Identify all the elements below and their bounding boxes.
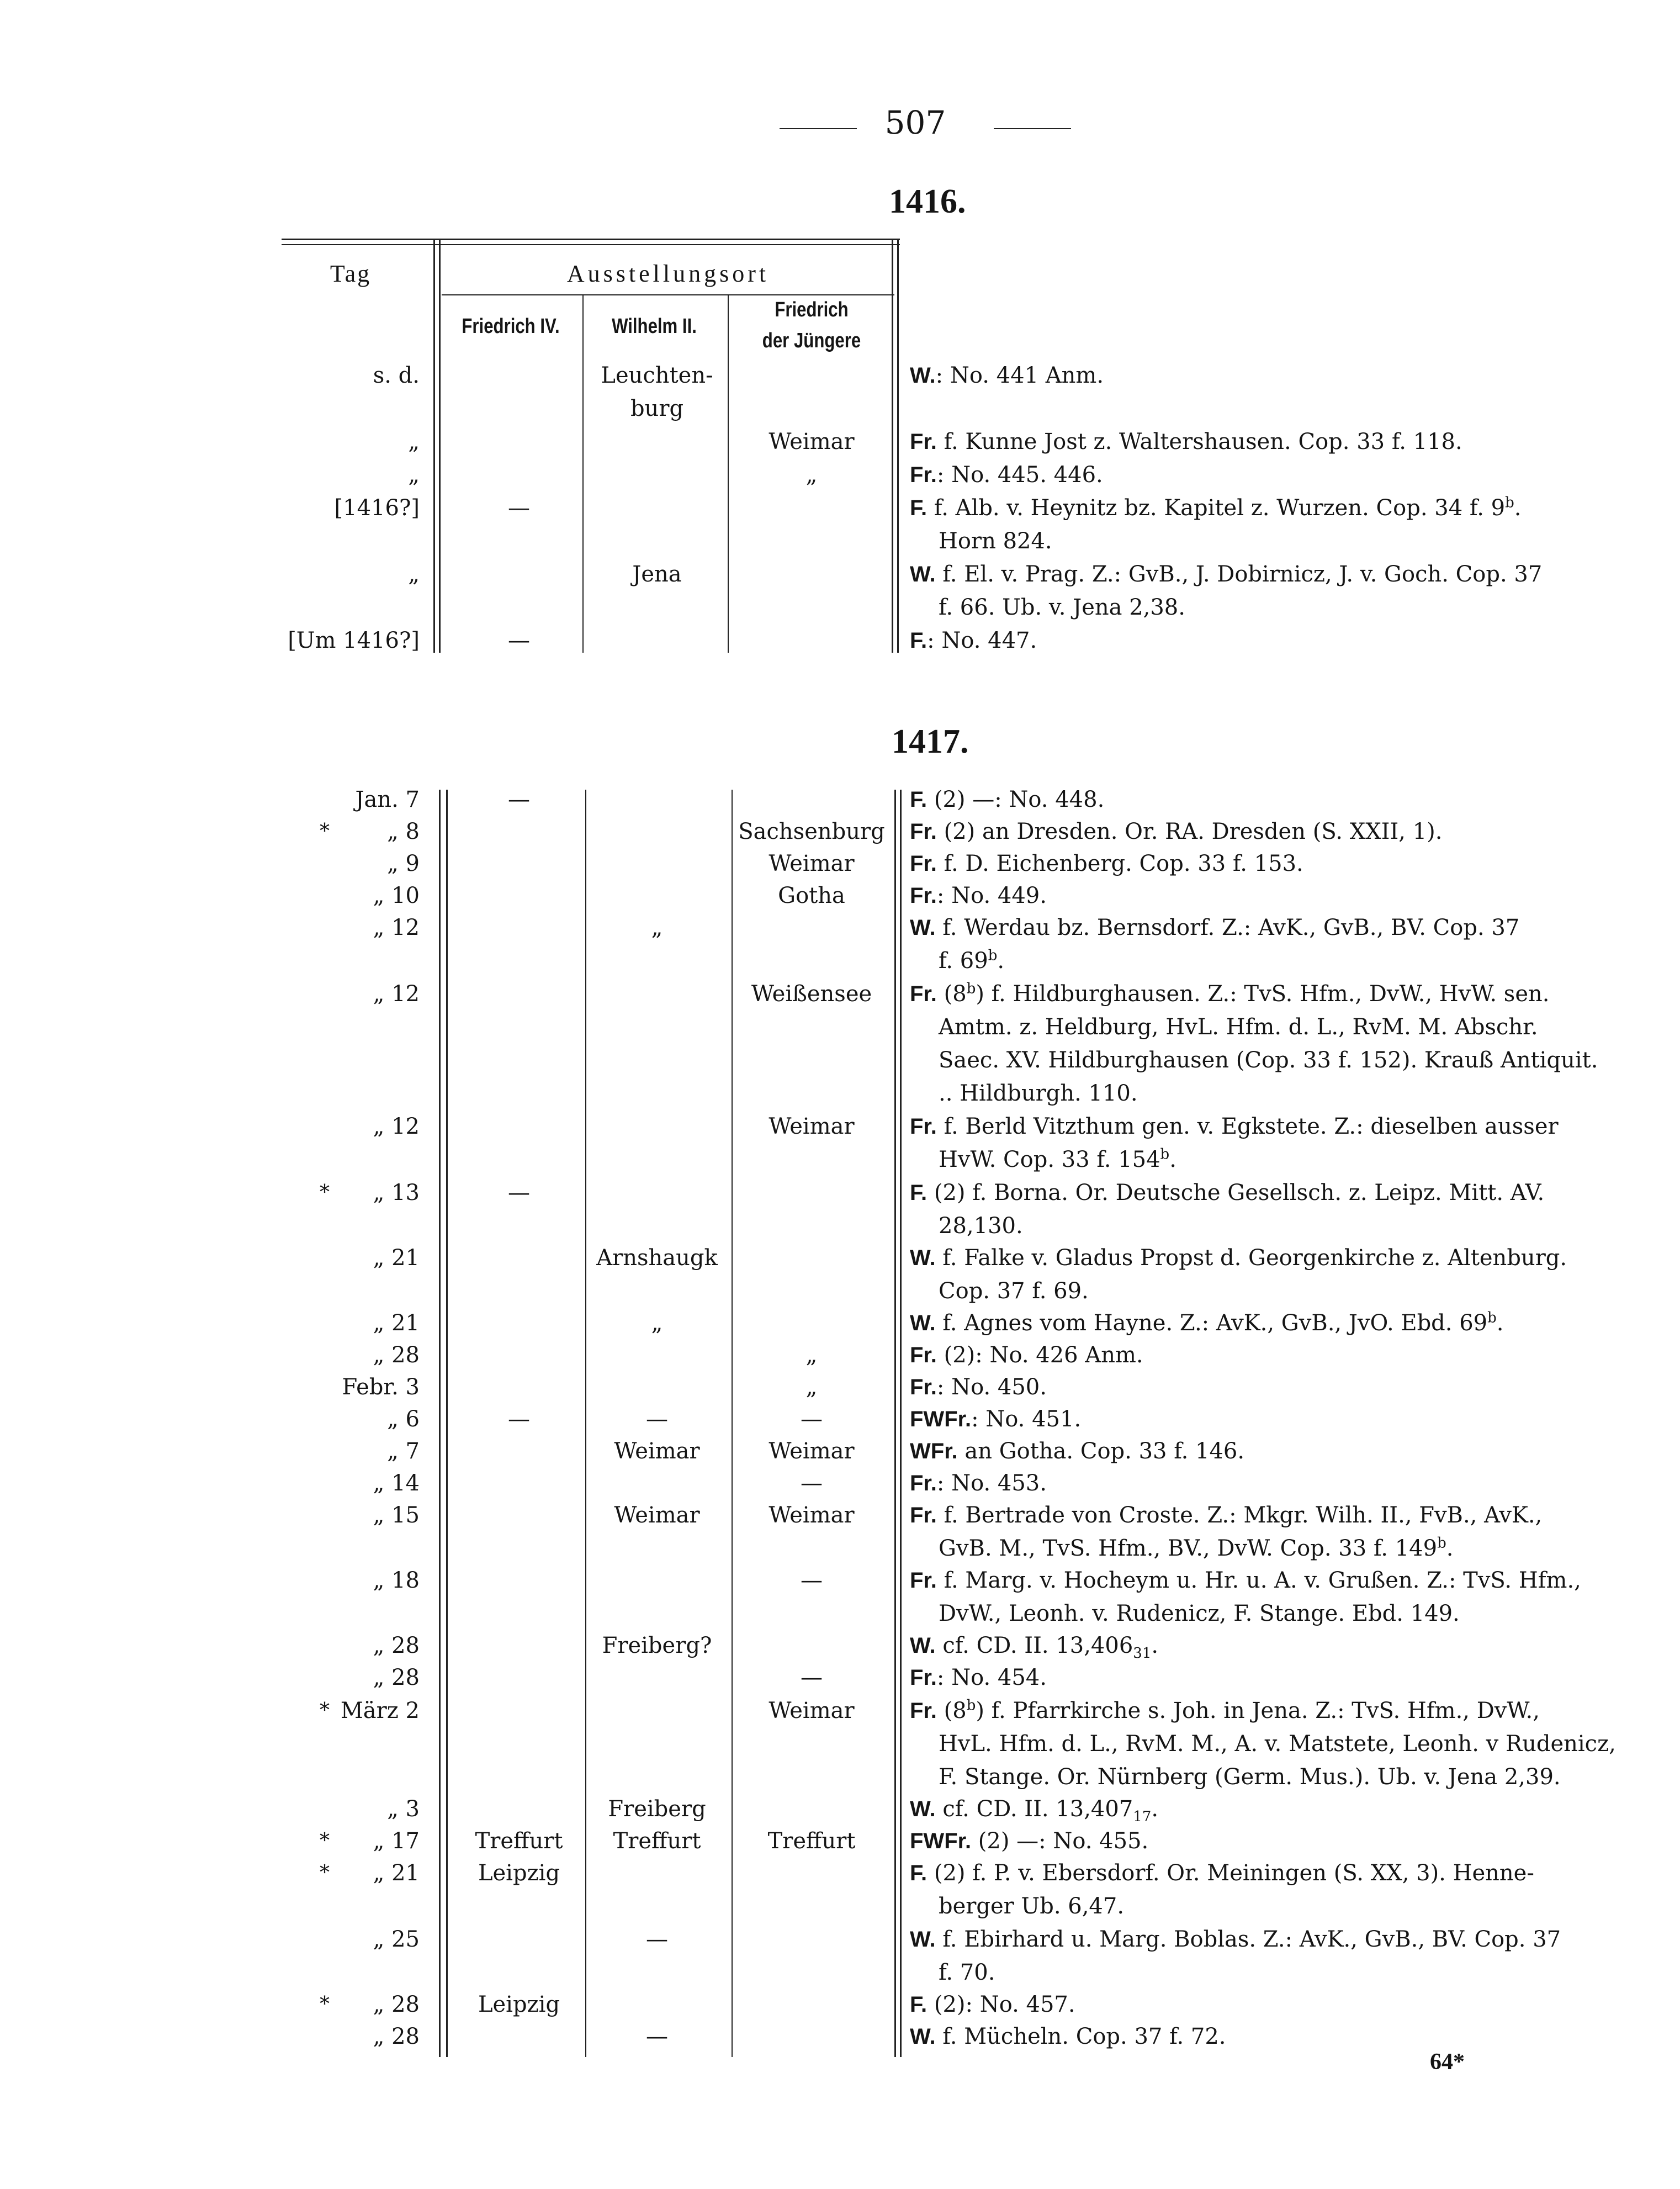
table-row — [0, 1923, 1680, 1956]
table-row — [0, 1307, 1680, 1340]
row-place-friedrich-juengere: Treffurt — [767, 1828, 856, 1854]
row-note — [939, 1077, 1680, 1110]
row-note — [910, 879, 1655, 912]
row-place-wilhelm-ii: Weimar — [614, 1439, 700, 1464]
table-row — [0, 1499, 1680, 1532]
row-note-text: f. Werdau bz. Bernsdorf. Z.: AvK., GvB., BV. Cop. 37 — [935, 915, 1520, 940]
row-tag-date: „ 10 — [373, 883, 420, 908]
row-note-text: : No. 447. — [927, 628, 1037, 653]
row-note — [939, 1275, 1680, 1308]
row-note-text: Saec. XV. Hildburghausen (Cop. 33 f. 152). Krauß Antiquit. — [939, 1048, 1598, 1073]
row-note-issuer: F. — [910, 628, 928, 653]
row-note — [910, 1241, 1655, 1275]
row-note-issuer: Fr. — [910, 884, 937, 908]
table-row — [0, 525, 1680, 558]
row-note-text: F. Stange. Or. Nürnberg (Germ. Mus.). Ub. v. Jena 2,39. — [939, 1764, 1561, 1790]
row-note-issuer: W. — [910, 2024, 936, 2049]
row-place-wilhelm-ii: burg — [630, 396, 684, 421]
row-note — [910, 1661, 1655, 1694]
row-place-friedrich-juengere: „ — [805, 1342, 818, 1368]
row-star-mark: * — [320, 1993, 330, 2016]
row-tag-date: „ 12 — [373, 1114, 420, 1139]
row-note — [910, 624, 1655, 657]
table-top-rule-thin — [282, 244, 900, 245]
row-note-issuer: F. — [910, 1861, 928, 1885]
row-note — [910, 1923, 1655, 1956]
row-tag-date: „ 12 — [373, 915, 420, 940]
row-place-wilhelm-ii: Freiberg — [608, 1796, 706, 1822]
row-note-text: f. Agnes vom Hayne. Z.: AvK., GvB., JvO. Ebd. 69 — [935, 1310, 1488, 1336]
row-note-text: HvL. Hfm. d. L., RvM. M., A. v. Matstete, Leonh. v Rudenicz, — [939, 1731, 1616, 1757]
row-note-issuer: Fr. — [910, 1114, 937, 1139]
row-note-issuer: WFr. — [910, 1439, 958, 1463]
row-note-text-tail: . — [1151, 1796, 1159, 1822]
row-place-friedrich-juengere: — — [801, 1568, 823, 1593]
row-note — [910, 359, 1655, 392]
row-place-friedrich-iv: — — [508, 495, 530, 521]
row-note-text-tail: . — [1151, 1633, 1159, 1658]
row-place-wilhelm-ii: — — [646, 1407, 668, 1432]
row-note-text: .. Hildburgh. 110. — [939, 1081, 1138, 1106]
row-note-issuer: W. — [910, 363, 936, 388]
table-row — [0, 879, 1680, 912]
table-row — [0, 1661, 1680, 1694]
table-row — [0, 1241, 1680, 1275]
table-row — [0, 1371, 1680, 1404]
row-note — [910, 783, 1655, 816]
row-note — [910, 847, 1655, 880]
row-note-subscript: 17 — [1133, 1809, 1152, 1825]
row-place-friedrich-juengere: Weißensee — [751, 981, 872, 1007]
row-note-issuer: Fr. — [910, 1471, 937, 1495]
row-note-text: (2) —: No. 448. — [927, 787, 1105, 812]
table-row — [0, 591, 1680, 624]
row-note-subscript: 31 — [1133, 1645, 1152, 1662]
row-note-text: : No. 441 Anm. — [935, 363, 1104, 388]
row-place-friedrich-iv: — — [508, 787, 530, 812]
row-note — [910, 425, 1655, 458]
row-note-superscript: b — [988, 947, 998, 964]
page-number: 507 — [884, 104, 946, 141]
header-rule-ausstellungsort — [442, 294, 894, 295]
table-row — [0, 425, 1680, 458]
row-place-wilhelm-ii: „ — [651, 915, 663, 940]
row-note-issuer: W. — [910, 1246, 936, 1270]
row-note-text: (2) an Dresden. Or. RA. Dresden (S. XXII, 1). — [936, 819, 1443, 844]
header-wilhelm-ii: Wilhelm II. — [612, 315, 697, 338]
row-note — [910, 1467, 1655, 1500]
table-row — [0, 1339, 1680, 1372]
row-note-text-tail: . — [1446, 1536, 1454, 1561]
row-tag-date: „ 15 — [373, 1503, 420, 1528]
row-note — [910, 1435, 1655, 1468]
table-row — [0, 491, 1680, 525]
table-row — [0, 1532, 1680, 1565]
row-note-text: : No. 445. 446. — [936, 462, 1103, 488]
row-note-text: f. Berld Vitzthum gen. v. Egkstete. Z.: dieselben ausser — [936, 1114, 1559, 1139]
row-note — [939, 1727, 1680, 1760]
row-note-text: Horn 824. — [939, 528, 1052, 554]
row-note-text: (2) f. P. v. Ebersdorf. Or. Meiningen (S. XX, 3). Henne- — [927, 1860, 1534, 1886]
table-top-rule — [282, 239, 900, 240]
row-note-text-tail: . — [1169, 1147, 1176, 1172]
row-note — [910, 1694, 1655, 1727]
row-note — [910, 977, 1655, 1011]
table-row — [0, 783, 1680, 816]
row-note-text: f. 69 — [939, 948, 988, 974]
table-row — [0, 1209, 1680, 1242]
row-place-friedrich-juengere: Gotha — [778, 883, 845, 908]
row-tag-date: „ — [408, 462, 420, 488]
row-note — [910, 1825, 1655, 1858]
row-note — [939, 1044, 1680, 1077]
row-star-mark: * — [320, 820, 330, 843]
row-note — [939, 1890, 1680, 1923]
table-row — [0, 359, 1680, 392]
table-row — [0, 1629, 1680, 1662]
row-note — [910, 458, 1655, 491]
row-note — [939, 944, 1680, 977]
row-tag-date: „ 6 — [387, 1407, 420, 1432]
row-note-text: : No. 449. — [936, 883, 1047, 908]
row-tag-date: „ 14 — [373, 1471, 420, 1496]
row-note — [910, 911, 1655, 944]
row-star-mark: * — [320, 1699, 330, 1722]
row-note — [910, 1793, 1655, 1826]
row-note-issuer: Fr. — [910, 1375, 937, 1399]
row-note-text-tail: . — [1514, 495, 1522, 521]
row-place-wilhelm-ii: Freiberg? — [602, 1633, 712, 1658]
table-row — [0, 1110, 1680, 1143]
row-tag-date: „ 18 — [373, 1568, 420, 1593]
table-row — [0, 1988, 1680, 2021]
row-tag-date: „ 21 — [373, 1860, 420, 1886]
row-tag-date: „ 25 — [373, 1927, 420, 1952]
row-tag-date: „ 28 — [373, 1665, 420, 1690]
table-row — [0, 1564, 1680, 1597]
row-note — [910, 1307, 1655, 1340]
row-note-text: DvW., Leonh. v. Rudenicz, F. Stange. Ebd. 149. — [939, 1601, 1460, 1626]
row-note-superscript: b — [1437, 1535, 1446, 1552]
row-tag-date: „ 28 — [373, 2024, 420, 2049]
row-note-superscript: b — [966, 980, 976, 997]
table-row — [0, 1011, 1680, 1044]
row-note — [910, 1403, 1655, 1436]
row-tag-date: „ 21 — [373, 1310, 420, 1336]
table-row — [0, 1727, 1680, 1760]
row-note-text: GvB. M., TvS. Hfm., BV., DvW. Cop. 33 f. 149 — [939, 1536, 1438, 1561]
row-note-issuer: Fr. — [910, 430, 937, 454]
row-note — [910, 815, 1655, 848]
row-note-text: f. 66. Ub. v. Jena 2,38. — [939, 595, 1185, 620]
row-note-text: f. Mücheln. Cop. 37 f. 72. — [935, 2024, 1226, 2049]
table-row — [0, 1403, 1680, 1436]
row-tag-date: „ 8 — [387, 819, 420, 844]
row-place-friedrich-juengere: Weimar — [769, 1698, 855, 1723]
row-note — [910, 558, 1655, 591]
row-note-text-tail: . — [997, 948, 1005, 974]
row-place-wilhelm-ii: „ — [651, 1310, 663, 1336]
table-row — [0, 1467, 1680, 1500]
row-tag-date: Jan. 7 — [355, 787, 420, 812]
row-note-issuer: Fr. — [910, 1503, 937, 1527]
table-row — [0, 1956, 1680, 1989]
row-note-text: (2): No. 457. — [927, 1992, 1075, 2017]
row-place-friedrich-iv: Leipzig — [478, 1992, 560, 2017]
table-row — [0, 815, 1680, 848]
row-place-friedrich-juengere: Weimar — [769, 1439, 855, 1464]
row-note-text: f. Kunne Jost z. Waltershausen. Cop. 33 f. 118. — [936, 429, 1462, 454]
row-place-wilhelm-ii: Jena — [632, 562, 682, 587]
row-note-text: Cop. 37 f. 69. — [939, 1278, 1089, 1304]
row-note-text: : No. 451. — [971, 1407, 1082, 1432]
header-tag: Tag — [330, 260, 372, 287]
row-note-text: cf. CD. II. 13,407 — [935, 1796, 1133, 1822]
row-note — [910, 1499, 1655, 1532]
header-friedrich-iv: Friedrich IV. — [462, 315, 560, 338]
row-note — [939, 1760, 1680, 1794]
row-note — [939, 1532, 1680, 1565]
table-row — [0, 944, 1680, 977]
row-note — [939, 1597, 1680, 1630]
header-friedrich-juengere-1: Friedrich — [775, 298, 849, 321]
row-place-friedrich-juengere: Weimar — [769, 1114, 855, 1139]
row-tag-date: „ 9 — [387, 851, 420, 876]
row-place-friedrich-iv: — — [508, 1180, 530, 1205]
row-place-wilhelm-ii: Treffurt — [613, 1828, 701, 1854]
row-note-issuer: F. — [910, 1181, 928, 1205]
row-place-friedrich-juengere: — — [801, 1471, 823, 1496]
row-note-superscript: b — [1505, 494, 1514, 511]
row-tag-date: „ 21 — [373, 1245, 420, 1271]
signature-mark: 64* — [1430, 2049, 1465, 2075]
row-note — [910, 1339, 1655, 1372]
row-note-text: f. 70. — [939, 1960, 995, 1985]
table-row — [0, 392, 1680, 425]
row-place-friedrich-juengere: Weimar — [769, 851, 855, 876]
row-note-text: cf. CD. II. 13,406 — [935, 1633, 1133, 1658]
row-place-friedrich-juengere: Weimar — [769, 429, 855, 454]
row-place-friedrich-juengere: „ — [805, 462, 818, 488]
row-note — [939, 591, 1680, 624]
row-note-issuer: F. — [910, 496, 928, 520]
row-note-text: (2) f. Borna. Or. Deutsche Gesellsch. z. Leipz. Mitt. AV. — [927, 1180, 1545, 1205]
row-note-text: f. Bertrade von Croste. Z.: Mkgr. Wilh. II., FvB., AvK., — [936, 1503, 1543, 1528]
row-note — [910, 1110, 1655, 1143]
row-note-issuer: Fr. — [910, 463, 937, 487]
row-note — [910, 491, 1655, 525]
row-tag-date: „ — [408, 562, 420, 587]
row-tag-date: „ 28 — [373, 1633, 420, 1658]
row-tag-date: [1416?] — [334, 495, 420, 521]
row-note-text: f. D. Eichenberg. Cop. 33 f. 153. — [936, 851, 1303, 876]
row-note — [910, 392, 1655, 425]
row-note-text-tail: ) f. Pfarrkirche s. Joh. in Jena. Z.: TvS. Hfm., DvW., — [976, 1698, 1540, 1723]
row-note — [939, 1011, 1680, 1044]
row-note-issuer: W. — [910, 1311, 936, 1335]
row-note — [910, 1176, 1655, 1209]
table-row — [0, 1793, 1680, 1826]
row-note-issuer: W. — [910, 1797, 936, 1821]
row-note-text: : No. 454. — [936, 1665, 1047, 1690]
table-row — [0, 1176, 1680, 1209]
header-friedrich-juengere-2: der Jüngere — [762, 329, 861, 352]
row-tag-date: „ 7 — [387, 1439, 420, 1464]
table-row — [0, 911, 1680, 944]
table-row — [0, 1143, 1680, 1176]
row-place-wilhelm-ii: Weimar — [614, 1503, 700, 1528]
row-place-friedrich-iv: — — [508, 1407, 530, 1432]
row-place-friedrich-iv: Leipzig — [478, 1860, 560, 1886]
row-place-wilhelm-ii: Arnshaugk — [596, 1245, 718, 1271]
row-tag-date: „ 13 — [373, 1180, 420, 1205]
row-note-issuer: F. — [910, 1992, 928, 2017]
row-note-text: (2): No. 426 Anm. — [936, 1342, 1143, 1368]
row-place-friedrich-juengere: Sachsenburg — [738, 819, 885, 844]
table-row — [0, 624, 1680, 657]
row-note-text-tail: ) f. Hildburghausen. Z.: TvS. Hfm., DvW., HvW. sen. — [976, 981, 1550, 1007]
row-tag-date: März 2 — [340, 1698, 420, 1723]
table-row — [0, 977, 1680, 1011]
table-row — [0, 1044, 1680, 1077]
page-number-rule-right — [994, 128, 1071, 129]
row-note-text: 28,130. — [939, 1213, 1023, 1239]
row-note-issuer: Fr. — [910, 1665, 937, 1690]
row-note-text: berger Ub. 6,47. — [939, 1894, 1125, 1919]
row-tag-date: „ 17 — [373, 1828, 420, 1854]
row-note-text-tail: . — [1496, 1310, 1504, 1336]
row-place-friedrich-juengere: — — [801, 1407, 823, 1432]
row-tag-date: s. d. — [373, 363, 420, 388]
row-note-issuer: FWFr. — [910, 1407, 972, 1431]
table-row — [0, 1077, 1680, 1110]
row-note — [939, 1143, 1680, 1176]
row-note-text: f. Falke v. Gladus Propst d. Georgenkirche z. Altenburg. — [935, 1245, 1567, 1271]
row-place-friedrich-juengere: Weimar — [769, 1503, 855, 1528]
row-note-text: (8 — [936, 1698, 967, 1723]
table-row — [0, 1760, 1680, 1794]
row-note-text: HvW. Cop. 33 f. 154 — [939, 1147, 1160, 1172]
row-star-mark: * — [320, 1181, 330, 1204]
row-note-text: an Gotha. Cop. 33 f. 146. — [957, 1439, 1245, 1464]
table-row — [0, 1890, 1680, 1923]
row-note — [910, 1371, 1655, 1404]
row-note-text: f. Ebirhard u. Marg. Boblas. Z.: AvK., GvB., BV. Cop. 37 — [935, 1927, 1561, 1952]
table-row — [0, 1694, 1680, 1727]
row-note-issuer: Fr. — [910, 1699, 937, 1723]
row-tag-date: Febr. 3 — [342, 1374, 420, 1400]
table-row — [0, 458, 1680, 491]
row-note-issuer: W. — [910, 1633, 936, 1658]
row-note-issuer: W. — [910, 1927, 936, 1952]
row-note-superscript: b — [966, 1697, 976, 1714]
row-note-issuer: W. — [910, 562, 936, 586]
table-row — [0, 1275, 1680, 1308]
row-note-issuer: FWFr. — [910, 1829, 972, 1853]
row-place-friedrich-iv: — — [508, 628, 530, 653]
row-place-wilhelm-ii: — — [646, 2024, 668, 2049]
row-place-friedrich-juengere: — — [801, 1665, 823, 1690]
row-tag-date: „ 3 — [387, 1796, 420, 1822]
row-note-text: f. Marg. v. Hocheym u. Hr. u. A. v. Grußen. Z.: TvS. Hfm., — [936, 1568, 1581, 1593]
table-row — [0, 558, 1680, 591]
table-row — [0, 1857, 1680, 1890]
row-note-issuer: W. — [910, 916, 936, 940]
row-note-superscript: b — [1487, 1309, 1497, 1326]
table-row — [0, 1435, 1680, 1468]
row-note-issuer: Fr. — [910, 819, 937, 844]
row-tag-date: „ 12 — [373, 981, 420, 1007]
row-note-text: (2) —: No. 455. — [971, 1828, 1149, 1854]
row-note-issuer: Fr. — [910, 982, 937, 1006]
row-note — [939, 1956, 1680, 1989]
row-note — [910, 1629, 1655, 1662]
table-row — [0, 2020, 1680, 2053]
row-note-text: : No. 450. — [936, 1374, 1047, 1400]
row-note — [910, 2020, 1655, 2053]
row-tag-date: „ 28 — [373, 1342, 420, 1368]
table-row — [0, 1597, 1680, 1630]
table-row — [0, 847, 1680, 880]
row-star-mark: * — [320, 1862, 330, 1884]
row-note — [910, 1857, 1655, 1890]
row-note — [939, 1209, 1680, 1242]
row-note-text: (8 — [936, 981, 967, 1007]
row-note-issuer: Fr. — [910, 1343, 937, 1367]
row-note-issuer: Fr. — [910, 1568, 937, 1593]
row-note — [910, 1988, 1655, 2021]
row-place-wilhelm-ii: Leuchten- — [601, 363, 713, 388]
row-note — [910, 1564, 1655, 1597]
row-tag-date: „ — [408, 429, 420, 454]
header-ausstellungsort: Ausstellungsort — [566, 260, 770, 287]
row-place-friedrich-juengere: „ — [805, 1374, 818, 1400]
row-note — [939, 525, 1680, 558]
year-heading-1416: 1416. — [889, 183, 966, 220]
row-note-issuer: F. — [910, 787, 928, 812]
row-place-wilhelm-ii: — — [646, 1927, 668, 1952]
row-note-text: f. El. v. Prag. Z.: GvB., J. Dobirnicz, J. v. Goch. Cop. 37 — [935, 562, 1543, 587]
row-place-friedrich-iv: Treffurt — [475, 1828, 563, 1854]
row-note-superscript: b — [1160, 1146, 1170, 1163]
row-star-mark: * — [320, 1830, 330, 1852]
year-heading-1417: 1417. — [892, 723, 969, 760]
row-note-issuer: Fr. — [910, 852, 937, 876]
row-tag-date: „ 28 — [373, 1992, 420, 2017]
row-note-text: f. Alb. v. Heynitz bz. Kapitel z. Wurzen. Cop. 34 f. 9 — [927, 495, 1506, 521]
row-note-text: : No. 453. — [936, 1471, 1047, 1496]
table-row — [0, 1825, 1680, 1858]
row-tag-date: [Um 1416?] — [288, 628, 420, 653]
row-note-text: Amtm. z. Heldburg, HvL. Hfm. d. L., RvM. M. Abschr. — [939, 1014, 1538, 1040]
